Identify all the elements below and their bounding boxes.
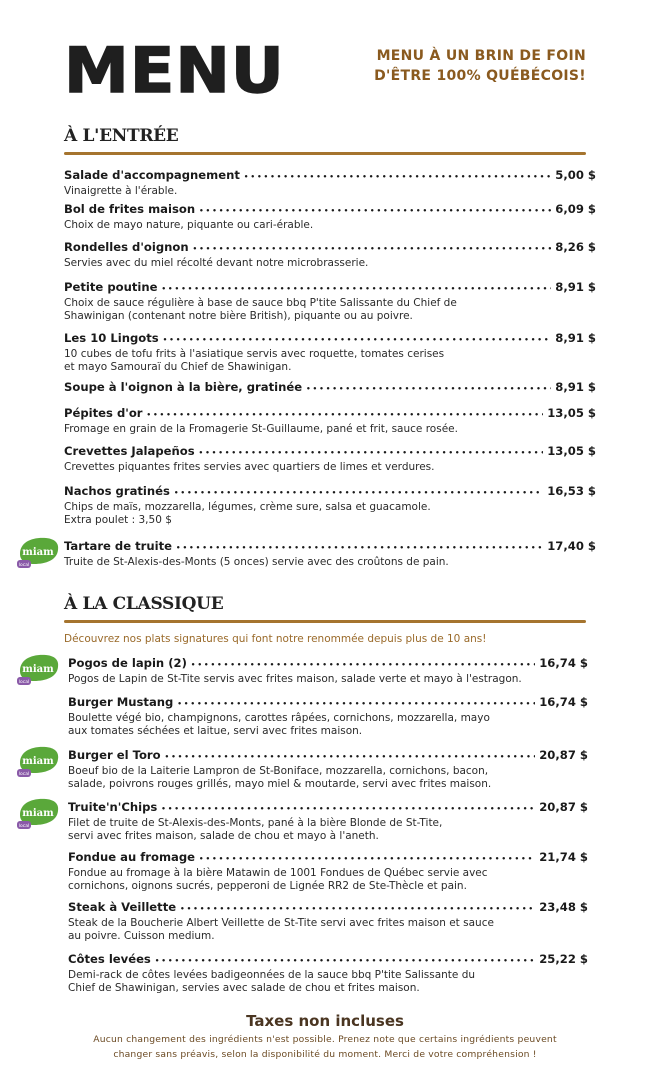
menu-item-header (68, 952, 588, 969)
menu-item-header (68, 800, 588, 817)
menu-item (64, 380, 596, 397)
menu-item-price: 16,74 $ (539, 695, 588, 709)
dot-leader (177, 696, 535, 712)
menu-item-name: Côtes levées (68, 952, 151, 966)
miam-local-badge-icon (16, 797, 60, 831)
menu-item-name: Burger el Toro (68, 748, 161, 762)
description-line: Pogos de Lapin de St-Tite servis avec frites maison, salade verte et mayo à l'estragon. (68, 673, 522, 685)
menu-item-header (68, 850, 588, 867)
menu-item-name: Pogos de lapin (2) (68, 656, 187, 670)
page-title: MENU (64, 34, 285, 107)
menu-item-description (68, 765, 588, 790)
section-subtitle: Découvrez nos plats signatures qui font notre renommée depuis plus de 10 ans! (64, 633, 487, 645)
menu-item-price: 25,22 $ (539, 952, 588, 966)
section-title: À L'ENTRÉE (64, 126, 179, 146)
menu-item-description (68, 969, 588, 994)
description-line: Chief de Shawinigan, servies avec salade de chou et frites maison. (68, 981, 420, 994)
footer (40, 1012, 610, 1062)
menu-item-name: Crevettes Jalapeños (64, 444, 195, 458)
menu-item (64, 240, 596, 270)
menu-item-header (68, 900, 588, 917)
menu-item (64, 331, 596, 373)
menu-item-name: Petite poutine (64, 280, 158, 294)
menu-item (64, 202, 596, 232)
description-line: Vinaigrette à l'érable. (64, 185, 178, 197)
description-line: Chips de maïs, mozzarella, légumes, crème sure, salsa et guacamole. (64, 501, 431, 513)
dot-leader (174, 485, 543, 501)
menu-item-header (64, 240, 596, 257)
description-line: Extra poulet : 3,50 $ (64, 513, 172, 526)
description-line: Crevettes piquantes frites servies avec quartiers de limes et verdures. (64, 461, 435, 473)
menu-item-header (64, 484, 596, 501)
menu-item-price: 5,00 $ (555, 168, 596, 182)
menu-item-price: 16,53 $ (547, 484, 596, 498)
menu-item-header (64, 280, 596, 297)
menu-item-description (68, 867, 588, 892)
dot-leader (180, 901, 535, 917)
menu-item-price: 13,05 $ (547, 444, 596, 458)
svg-text:miam: miam (22, 808, 54, 819)
menu-item (68, 695, 588, 737)
menu-item-price: 21,74 $ (539, 850, 588, 864)
description-line: Boulette végé bio, champignons, carottes râpées, cornichons, mozzarella, mayo (68, 712, 490, 724)
svg-text:miam: miam (22, 664, 54, 675)
description-line: servi avec frites maison, salade de chou et mayo à l'aneth. (68, 829, 379, 842)
dot-leader (176, 540, 543, 556)
description-line: Fromage en grain de la Fromagerie St-Guillaume, pané et frit, sauce rosée. (64, 423, 458, 435)
description-line: aux tomates séchées et laitue, servi avec frites maison. (68, 724, 363, 737)
menu-item-description (64, 461, 596, 474)
description-line: Choix de mayo nature, piquante ou cari-érable. (64, 219, 314, 231)
menu-item-name: Fondue au fromage (68, 850, 196, 864)
menu-item-header (64, 331, 596, 348)
dot-leader (199, 203, 551, 219)
menu-item-header (64, 539, 596, 556)
dot-leader (199, 445, 544, 461)
description-line: Boeuf bio de la Laiterie Lampron de St-Boniface, mozzarella, cornichons, bacon, (68, 765, 489, 777)
menu-item-price: 8,91 $ (555, 280, 596, 294)
menu-item (64, 444, 596, 474)
menu-item-description (68, 817, 588, 842)
dot-leader (161, 801, 535, 817)
menu-item-header (64, 202, 596, 219)
section-divider (64, 152, 586, 155)
description-line: Shawinigan (contenant notre bière British), piquante ou au poivre. (64, 309, 413, 322)
menu-item-name: Pépites d'or (64, 406, 143, 420)
menu-item-price: 20,87 $ (539, 748, 588, 762)
description-line: cornichons, oignons sucrés, pepperoni de Lignée RR2 de Ste-Thècle et pain. (68, 879, 467, 892)
menu-item-name: Tartare de truite (64, 539, 173, 553)
menu-item-price: 17,40 $ (547, 539, 596, 553)
menu-item (68, 748, 588, 790)
menu-item-description (64, 348, 596, 373)
dot-leader (147, 407, 544, 423)
dot-leader (199, 851, 535, 867)
menu-item (68, 800, 588, 842)
description-line: au poivre. Cuisson medium. (68, 929, 215, 942)
description-line: Fondue au fromage à la bière Matawin de 1001 Fondues de Québec servie avec (68, 867, 488, 879)
menu-item-name: Soupe à l'oignon à la bière, gratinée (64, 380, 303, 394)
description-line: Choix de sauce régulière à base de sauce bbq P'tite Salissante du Chief de (64, 297, 457, 309)
menu-item-name: Salade d'accompagnement (64, 168, 240, 182)
menu-item-description (68, 712, 588, 737)
menu-item (68, 656, 588, 686)
menu-item-description (64, 556, 596, 569)
dot-leader (306, 381, 551, 397)
menu-item-header (68, 656, 588, 673)
menu-item-name: Truite'n'Chips (68, 800, 158, 814)
menu-item (64, 484, 596, 526)
dot-leader (191, 657, 535, 673)
menu-item-description (64, 219, 596, 232)
menu-item-header (64, 168, 596, 185)
description-line: Servies avec du miel récolté devant notre microbrasserie. (64, 257, 369, 269)
description-line: Demi-rack de côtes levées badigeonnées de la sauce bbq P'tite Salissante du (68, 969, 476, 981)
disclaimer-line-2: changer sans préavis, selon la disponibilité du moment. Merci de votre compréhension ! (113, 1049, 537, 1060)
menu-item (64, 168, 596, 198)
menu-item-price: 8,26 $ (555, 240, 596, 254)
menu-item-description (64, 185, 596, 198)
menu-item (68, 850, 588, 892)
svg-text:local: local (18, 772, 30, 777)
description-line: Steak de la Boucherie Albert Veillette de St-Tite servi avec frites maison et sauce (68, 917, 494, 929)
section-divider (64, 620, 586, 623)
menu-item-description (68, 673, 588, 686)
disclaimer (40, 1032, 610, 1062)
menu-item-price: 8,91 $ (555, 380, 596, 394)
disclaimer-line-1: Aucun changement des ingrédients n'est possible. Prenez note que certains ingrédients peuvent (93, 1034, 557, 1045)
svg-text:miam: miam (22, 547, 54, 558)
tagline (374, 46, 586, 86)
menu-item-header (64, 444, 596, 461)
menu-item-description (68, 917, 588, 942)
description-line: 10 cubes de tofu frits à l'asiatique servis avec roquette, tomates cerises (64, 348, 445, 360)
dot-leader (165, 749, 536, 765)
miam-local-badge-icon (16, 653, 60, 687)
section-entree (64, 125, 586, 155)
menu-item-header (64, 406, 596, 423)
menu-item-price: 23,48 $ (539, 900, 588, 914)
svg-text:local: local (18, 563, 30, 568)
description-line: salade, poivrons rouges grillés, mayo miel & moutarde, servi avec frites maison. (68, 777, 492, 790)
dot-leader (163, 332, 552, 348)
menu-item-name: Burger Mustang (68, 695, 174, 709)
taxes-note: Taxes non incluses (246, 1012, 404, 1030)
menu-item-header (64, 380, 596, 397)
menu-item-description (64, 501, 596, 526)
description-line: Truite de St-Alexis-des-Monts (5 onces) servie avec des croûtons de pain. (64, 556, 449, 568)
menu-item-price: 20,87 $ (539, 800, 588, 814)
svg-text:local: local (18, 824, 30, 829)
menu-item (68, 900, 588, 942)
menu-item-header (68, 695, 588, 712)
menu-item-price: 6,09 $ (555, 202, 596, 216)
section-title: À LA CLASSIQUE (64, 594, 224, 614)
menu-item-price: 16,74 $ (539, 656, 588, 670)
menu-item-description (64, 423, 596, 436)
menu-item-name: Bol de frites maison (64, 202, 196, 216)
miam-local-badge-icon (16, 745, 60, 779)
menu-item-name: Steak à Veillette (68, 900, 177, 914)
tagline-line-2: D'ÊTRE 100% QUÉBÉCOIS! (374, 68, 586, 84)
menu-item (64, 406, 596, 436)
dot-leader (161, 281, 551, 297)
menu-item-price: 13,05 $ (547, 406, 596, 420)
dot-leader (193, 241, 552, 257)
menu-item-name: Les 10 Lingots (64, 331, 159, 345)
menu-item-header (68, 748, 588, 765)
dot-leader (155, 953, 535, 969)
menu-item-name: Nachos gratinés (64, 484, 170, 498)
menu-item (64, 280, 596, 322)
menu-item-description (64, 297, 596, 322)
menu-item-description (64, 257, 596, 270)
tagline-line-1: MENU À UN BRIN DE FOIN (376, 48, 586, 64)
svg-text:local: local (18, 680, 30, 685)
dot-leader (244, 169, 551, 185)
menu-item-name: Rondelles d'oignon (64, 240, 189, 254)
menu-item (68, 952, 588, 994)
svg-text:miam: miam (22, 756, 54, 767)
menu-item (64, 539, 596, 569)
description-line: et mayo Samouraï du Chief de Shawinigan. (64, 360, 292, 373)
section-classique (64, 593, 586, 646)
menu-item-price: 8,91 $ (555, 331, 596, 345)
description-line: Filet de truite de St-Alexis-des-Monts, pané à la bière Blonde de St-Tite, (68, 817, 443, 829)
miam-local-badge-icon (16, 536, 60, 570)
